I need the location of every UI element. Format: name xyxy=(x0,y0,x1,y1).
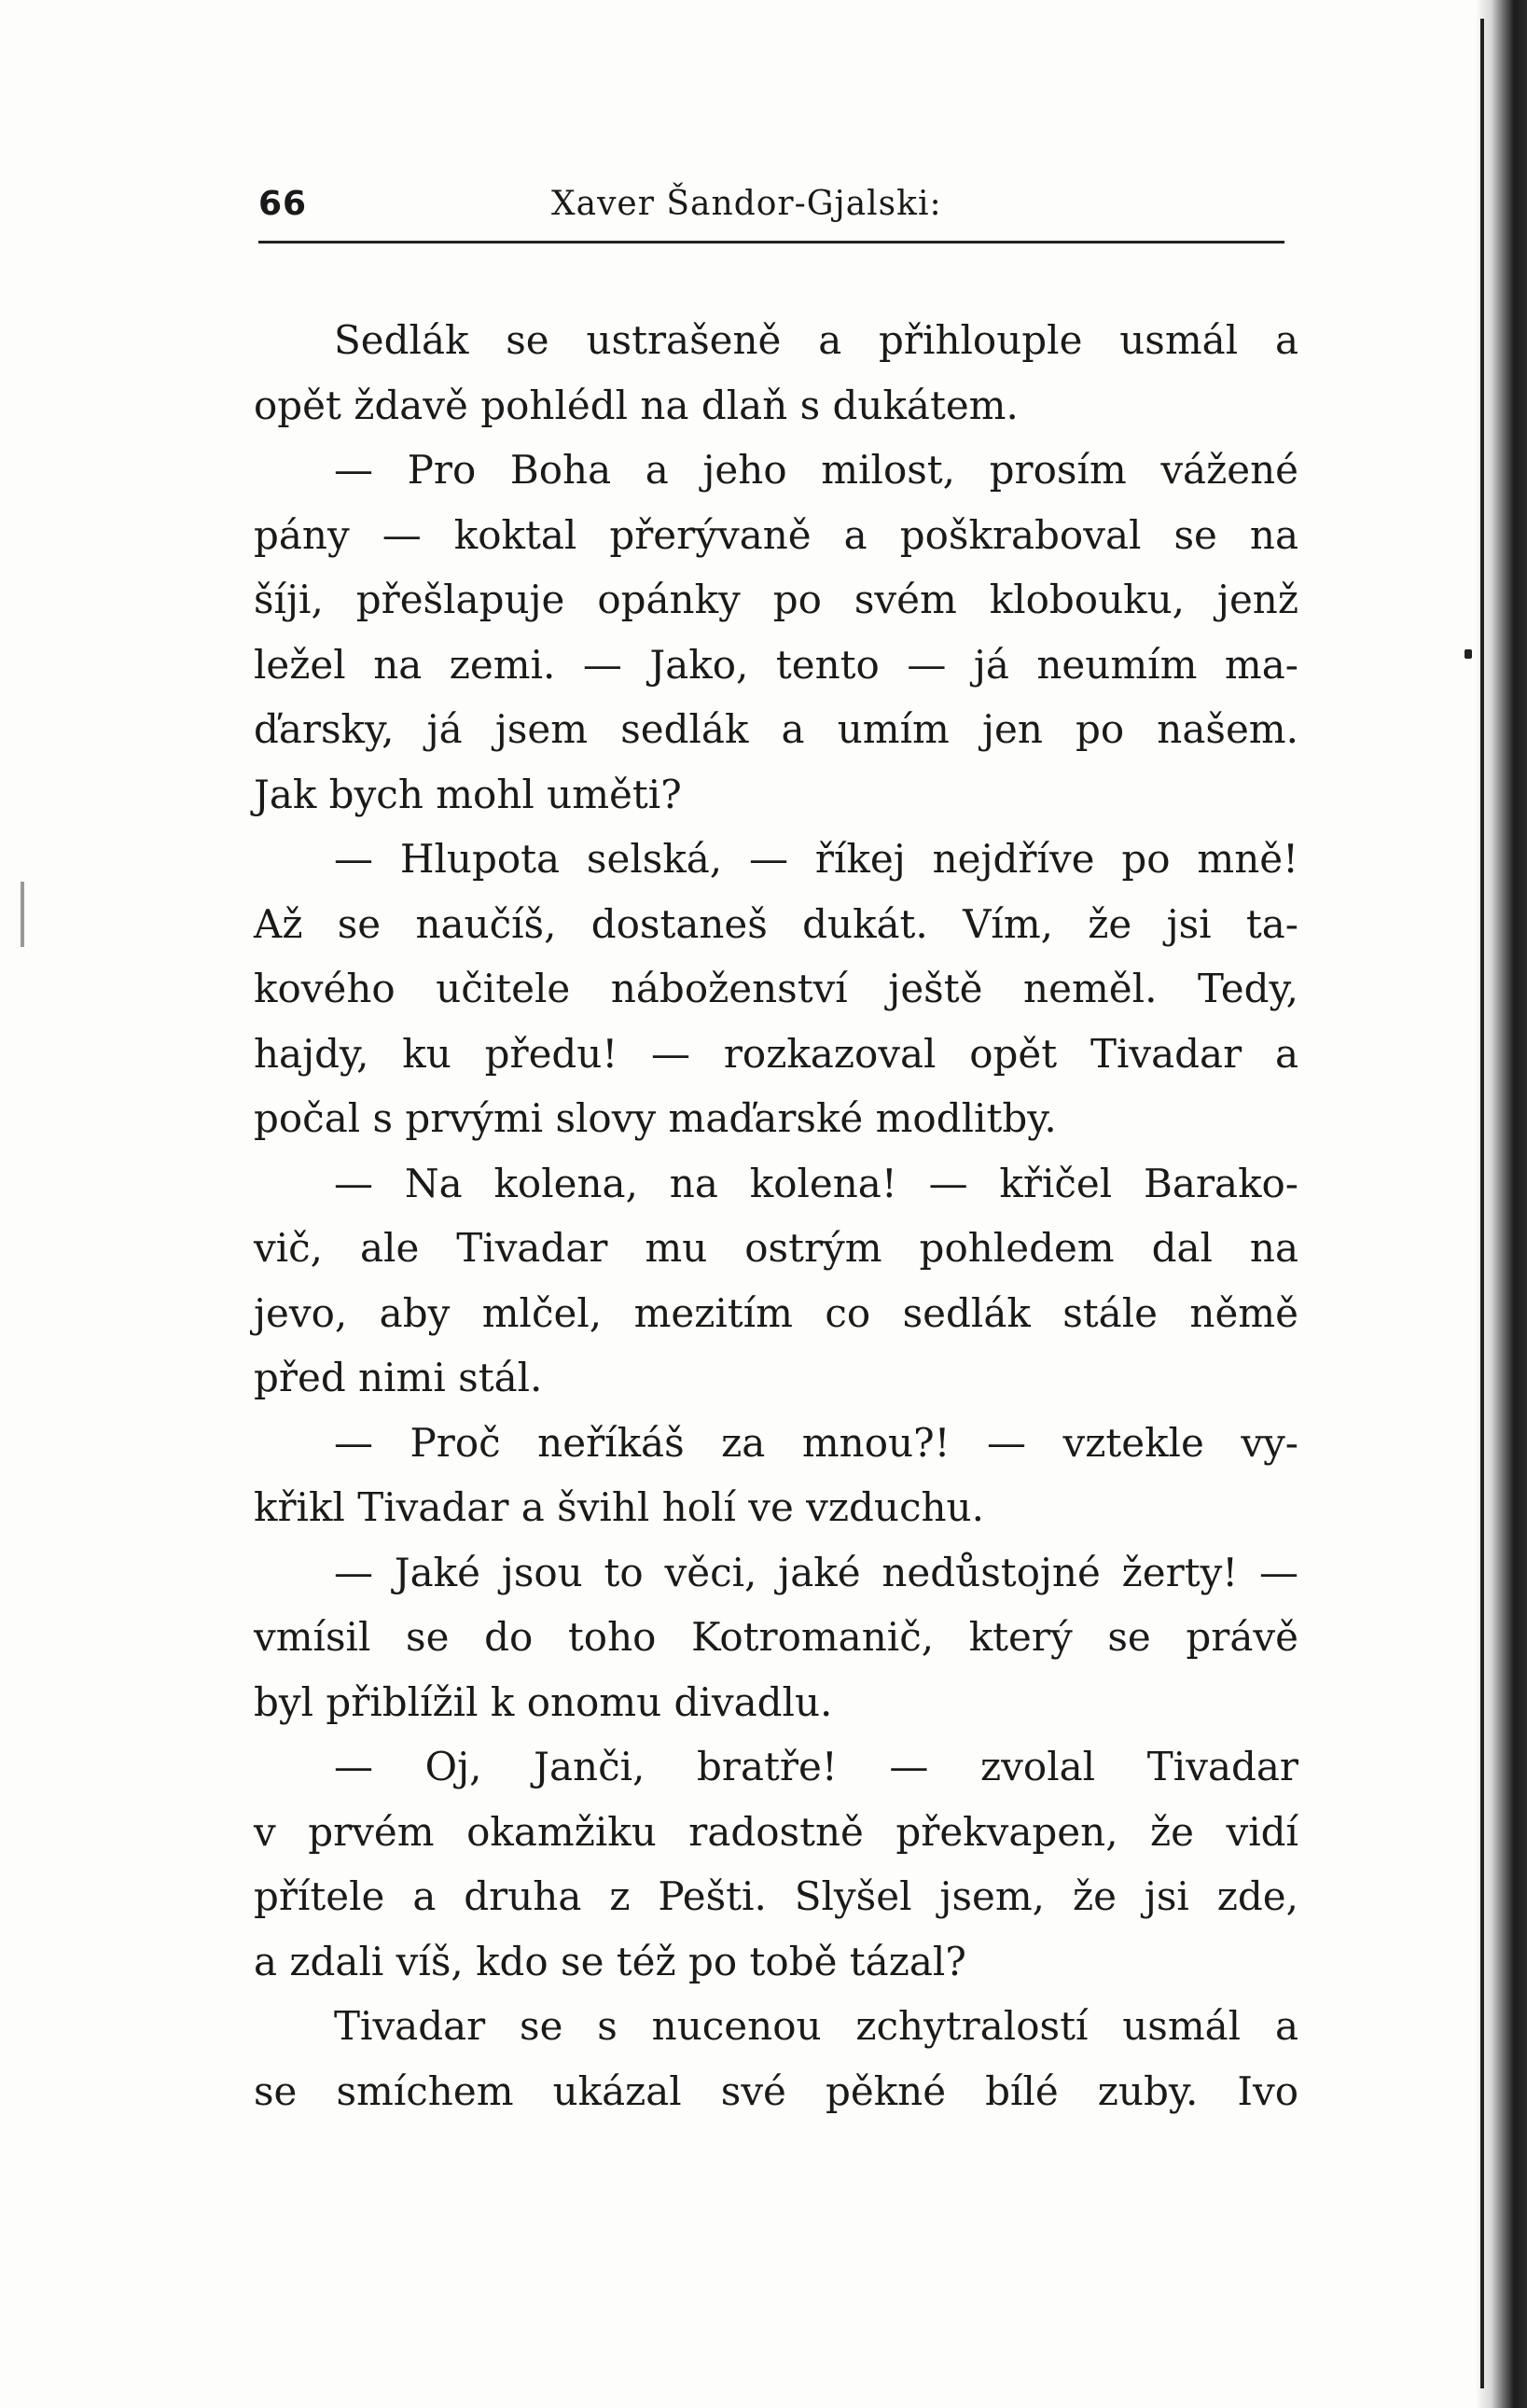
text-line: — Jaké jsou to věci, jaké nedůstojné žerty! — xyxy=(334,1549,1298,1595)
body-text xyxy=(254,308,1298,2123)
text-line: Sedlák se ustrašeně a přihlouple usmál a xyxy=(334,317,1298,363)
text-line: počal s prvými slovy maďarské modlitby. xyxy=(254,1095,1057,1141)
page-number: 66 xyxy=(258,185,308,223)
text-line: vič, ale Tivadar mu ostrým pohledem dal na xyxy=(254,1225,1298,1271)
text-line: Jak bych mohl uměti? xyxy=(254,771,682,817)
text-line: Až se naučíš, dostaneš dukát. Vím, že jsi ta- xyxy=(254,900,1298,947)
text-line: ležel na zemi. — Jako, tento — já neumím ma- xyxy=(254,641,1298,688)
text-line: — Oj, Janči, bratře! — zvolal Tivadar xyxy=(334,1744,1298,1789)
text-line: před nimi stál. xyxy=(254,1355,543,1400)
running-title: Xaver Šandor-Gjalski: xyxy=(551,185,942,223)
text-line: — Na kolena, na kolena! — křičel Barako- xyxy=(334,1160,1298,1206)
text-line: křikl Tivadar a švihl holí ve vzduchu. xyxy=(254,1484,984,1530)
scan-artifact-left xyxy=(21,882,24,947)
page-header xyxy=(258,177,1284,243)
text-line: opět ždavě pohlédl na dlaň s dukátem. xyxy=(254,382,1019,428)
text-line: — Hlupota selská, — říkej nejdříve po mně! xyxy=(334,836,1298,882)
header-rule xyxy=(258,241,1284,244)
text-line: ďarsky, já jsem sedlák a umím jen po našem. xyxy=(254,706,1298,752)
text-line: byl přiblížil k onomu divadlu. xyxy=(254,1678,833,1725)
text-line: se smíchem ukázal své pěkné bílé zuby. Ivo xyxy=(254,2067,1298,2114)
text-line: jevo, aby mlčel, mezitím co sedlák stále němě xyxy=(254,1289,1298,1336)
text-line: Tivadar se s nucenou zchytralostí usmál a xyxy=(334,2003,1298,2049)
text-line: přítele a druha z Pešti. Slyšel jsem, že jsi zde, xyxy=(254,1873,1298,1919)
book-spine-edge xyxy=(1480,19,1484,2388)
text-line: a zdali víš, kdo se též po tobě tázal? xyxy=(254,1938,966,1984)
margin-mark xyxy=(1465,649,1472,659)
text-line: vmísil se do toho Kotromanič, který se právě xyxy=(254,1614,1298,1660)
text-line: — Pro Boha a jeho milost, prosím vážené xyxy=(334,447,1298,493)
text-line: šíji, přešlapuje opánky po svém klobouku, jenž xyxy=(254,577,1298,622)
text-line: v prvém okamžiku radostně překvapen, že vidí xyxy=(254,1808,1298,1855)
text-line: kového učitele náboženství ještě neměl. Tedy, xyxy=(254,966,1298,1011)
text-line: — Proč neříkáš za mnou?! — vztekle vy- xyxy=(334,1419,1298,1466)
text-line: hajdy, ku předu! — rozkazoval opět Tivadar a xyxy=(254,1030,1298,1077)
text-line: pány — koktal přerývaně a poškraboval se na xyxy=(254,511,1298,558)
